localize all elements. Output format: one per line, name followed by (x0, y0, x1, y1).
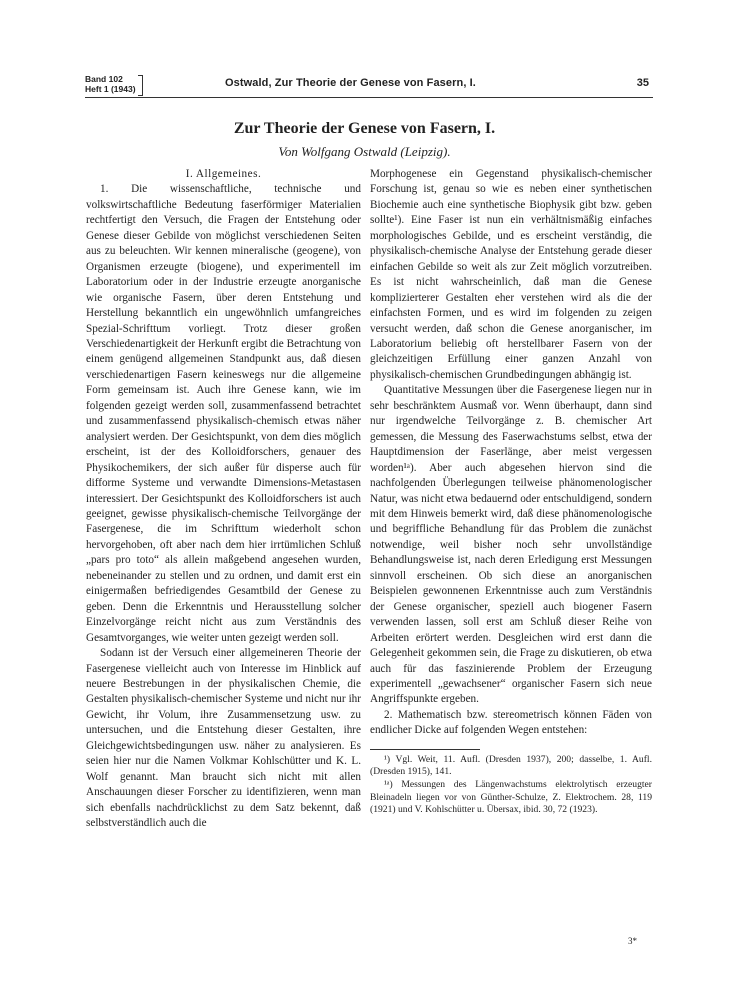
article-title: Zur Theorie der Genese von Fasern, I. (233, 120, 496, 137)
footnote: ¹ᵃ) Messungen des Längenwachstums elektrolytisch erzeugter Bleinadeln liegen vor von Günther-Schulze, Z. Elektrochem. 28, 119 (1921) und V. Kohlschütter u. Übersax, ibid. 30, 72 (1923). (370, 778, 652, 816)
paragraph: 1. Die wissenschaftliche, technische und volkswirtschaftliche Bedeutung faserförmiger Materialien rechtfertigt den Versuch, die Fragen der Entstehung oder Genese dieser Gebilde von möglichst verschiedenen Seiten aus zu beleuchten. Wir kennen mineralische (geogene), von Organismen erzeugte (biogene), und experimentell im Laboratorium oder in der Industrie erzeugte anorganische wie organische Fasern, über deren Entstehung und Herstellung bekanntlich ein ungewöhnlich umfangreiches Spezial-Schrifttum vorliegt. Trotz dieser großen Verschiedenartigkeit der Herkunft ergibt die Betrachtung von einem genügend allgemeinen Standpunkt aus, daß diesen verschiedenartigen Fasern keineswegs nur die allgemeine Form gemeinsam ist. Auch ihre Genese kann, wie im folgenden gezeigt werden soll, zusammenfassend betrachtet und zusammenfassend physikalisch-chemisch etwas näher analysiert werden. Der Gesichtspunkt, von dem dies möglich erscheint, ist der des Kolloidforschers, genauer des Physikochemikers, der sich außer für disperse auch für difforme Systeme und verwandte Dimensions-Metastasen interessiert. Der Gesichtspunkt des Kolloidforschers ist auch geeignet, gewisse physikalisch-chemische Teilvorgänge der Fasergenese, die im Schrifttum wiederholt schon hervorgehoben, oft aber nach dem hier irrtümlichen Schluß „pars pro toto“ als allein maßgebend angesehen wurden, nebeneinander zu stellen und zu ordnen, und damit erst ein einigermaßen befriedigendes Gesamtbild der Genese zu geben. Denn die Erkenntnis und Herausstellung solcher Einzelvorgänge reicht nicht aus zum Verständnis des Gesamtvorganges, wie weiter unten gezeigt werden soll. (86, 183, 361, 644)
paragraph: Quantitative Messungen über die Fasergenese liegen nur in sehr beschränktem Ausmaß vor. Wenn überhaupt, dann sind nur irgendwelche Teilvorgänge z. B. chemischer Art gemessen, die Messung des Faserwachstums selbst, etwa der Hauptdimension der Faserlänge, aber meist vergessen worden¹ᵃ). Aber auch abgesehen hiervon sind die nachfolgenden Überlegungen teilweise phänomenologischer Natur, was nicht etwa bedauernd oder entschuldigend, sondern mit dem Hinweis bemerkt wird, daß diese phänomenologische und begriffliche Behandlung für das Problem die zunächst notwendige, weil bisher noch sehr unvollständige Behandlungsweise ist, nach deren Erledigung erst Messungen sinnvoll erscheinen. Ob sich diese an anorganischen Beispielen gewonnenen Erkenntnisse auch zum Verständnis der Genese organischer, speziell auch biogener Fasern verwenden lassen, soll erst am Schluß dieser Reihe von Arbeiten erörtert werden. Desgleichen wird erst dann die Gelegenheit gekommen sein, die Frage zu diskutieren, ob etwa auch für das faszinierende Problem der Erzeugung experimentell „gewachsener“ organischer Fasern sich neue Angriffspunkte ergeben. (370, 384, 652, 706)
paragraph: Morphogenese ein Gegenstand physikalisch-chemischer Forschung ist, genau so wie es neben einer synthetischen Biochemie auch eine synthetische Biophysik gibt bzw. geben sollte¹). Eine Faser ist nun ein verhältnismäßig einfaches morphologisches Gebilde, und es erscheint verständig, die physikalisch-chemische Analyse der Entstehung gerade dieser einfachen Gebilde so weit als zur Zeit möglich vorzutreiben. Es ist nicht wahrscheinlich, daß man die Genese komplizierterer Gestalten eher verstehen wird als die der einfachsten Formen, und es wird im folgenden zu zeigen versucht werden, daß schon die Genese anorganischer, im Laboratorium beliebig oft herstellbarer Fasern von der gleichzeitigen Erfüllung einer ganzen Anzahl von physikalisch-chemischen Grundbedingungen abhängig ist. (370, 168, 652, 381)
footnote: ¹) Vgl. Weit, 11. Aufl. (Dresden 1937), 200; dasselbe, 1. Aufl. (Dresden 1915), 141. (370, 753, 652, 778)
right-column (370, 167, 652, 817)
footnotes (370, 749, 652, 817)
signature-mark: 3* (628, 936, 637, 946)
paragraph: Sodann ist der Versuch einer allgemeineren Theorie der Fasergenese vielleicht auch von Interesse im Hinblick auf neuere Bestrebungen in der physikalischen Chemie, die Gestalten physikalisch-chemischer Systeme und nicht nur ihr Gewicht, ihr Volum, ihre Zusammensetzung usw. zu untersuchen, und die Entstehung dieser Gestalten, ihre Gleichgewichtsbedingungen usw. näher zu analysieren. Es seien hier nur die Namen Volkmar Kohlschütter und K. L. Wolf genannt. Man braucht sich nicht mit allen Anschauungen dieser Forscher zu identifizieren, wenn man sich ebenfalls nachdrücklichst zu dem Satz bekennt, daß selbstverständlich auch die (86, 647, 361, 830)
volume-info (85, 75, 136, 94)
left-column (86, 167, 361, 831)
running-header (85, 74, 653, 98)
issue-number: Heft 1 (1943) (85, 83, 136, 94)
section-heading: I. Allgemeines. (185, 168, 262, 180)
footnote-rule (370, 749, 480, 750)
volume-bracket (138, 75, 143, 96)
page-number: 35 (636, 77, 649, 89)
paragraph: 2. Mathematisch bzw. stereometrisch können Fäden von endlicher Dicke auf folgenden Wegen entstehen: (370, 708, 652, 737)
running-title: Ostwald, Zur Theorie der Genese von Fasern, I. (225, 77, 476, 89)
volume-number: Band 102 (85, 74, 123, 84)
article-author: Von Wolfgang Ostwald (Leipzig). (278, 144, 451, 159)
